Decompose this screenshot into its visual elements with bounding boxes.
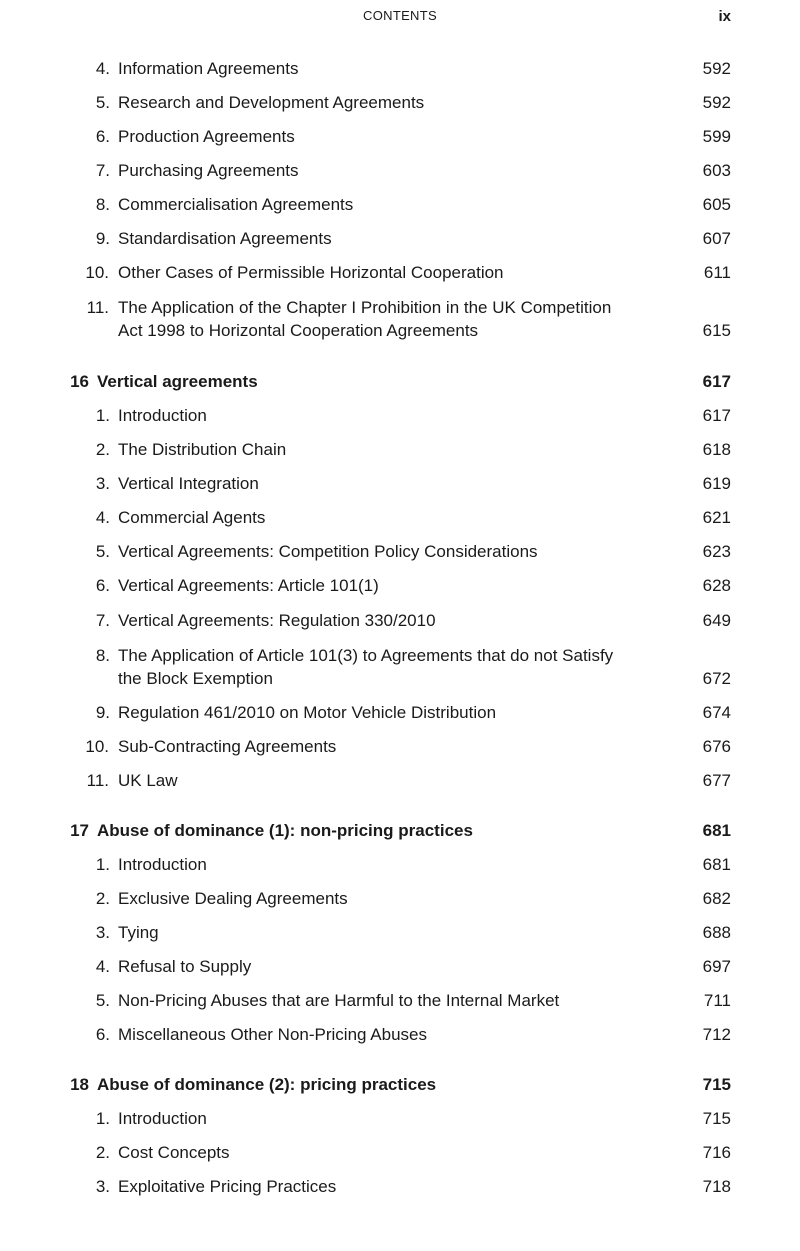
- toc-entry-page: 615: [702, 321, 731, 340]
- toc-entry-number: 2.: [95, 889, 110, 908]
- toc-entry-title: Non-Pricing Abuses that are Harmful to the Internal Market: [118, 991, 560, 1010]
- toc-entry-number: 6.: [95, 1025, 110, 1044]
- toc-entry-page: 628: [702, 576, 731, 595]
- running-head-title: CONTENTS: [363, 8, 437, 23]
- toc-entry-number: 16: [70, 372, 89, 391]
- toc-entry-page: 619: [702, 474, 731, 493]
- toc-entry-number: 11.: [86, 771, 109, 790]
- toc-entry-page: 599: [702, 127, 731, 146]
- toc-entry-page: 618: [702, 440, 731, 459]
- toc-entry-number: 9.: [95, 229, 110, 248]
- toc-entry-page: 603: [702, 161, 731, 180]
- toc-entry-title: the Block Exemption: [118, 669, 273, 688]
- toc-entry-page: 715: [702, 1109, 731, 1128]
- toc-entry-number: 4.: [95, 508, 110, 527]
- toc-entry-title: Tying: [118, 923, 159, 942]
- toc-entry-page: 617: [702, 372, 731, 391]
- toc-entry-page: 592: [702, 59, 731, 78]
- toc-entry-number: 8.: [95, 646, 110, 665]
- toc-entry-number: 3.: [95, 474, 110, 493]
- toc-entry-title: Vertical Agreements: Article 101(1): [118, 576, 379, 595]
- toc-entry-number: 7.: [95, 161, 110, 180]
- toc-entry-number: 18: [70, 1075, 89, 1094]
- toc-entry-number: 5.: [95, 93, 110, 112]
- toc-entry-number: 2.: [95, 440, 110, 459]
- toc-entry-title: Introduction: [118, 1109, 207, 1128]
- toc-entry-number: 10.: [85, 737, 109, 756]
- toc-entry-page: 649: [702, 611, 731, 630]
- toc-entry-page: 682: [702, 889, 731, 908]
- toc-entry-title: Vertical Agreements: Regulation 330/2010: [118, 611, 436, 630]
- toc-entry-page: 681: [702, 855, 731, 874]
- toc-entry-number: 11.: [86, 298, 109, 317]
- toc-entry-title: Introduction: [118, 855, 207, 874]
- toc-entry-number: 1.: [95, 1109, 110, 1128]
- toc-entry-page: 674: [702, 703, 731, 722]
- toc-entry-title: Miscellaneous Other Non-Pricing Abuses: [118, 1025, 427, 1044]
- toc-entry-number: 2.: [95, 1143, 110, 1162]
- toc-entry-page: 715: [702, 1075, 731, 1094]
- toc-entry-title: Commercialisation Agreements: [118, 195, 354, 214]
- toc-entry-title: Abuse of dominance (1): non-pricing practices: [97, 821, 473, 840]
- toc-entry-page: 676: [702, 737, 731, 756]
- toc-entry-number: 5.: [95, 542, 110, 561]
- toc-entry-page: 688: [702, 923, 731, 942]
- toc-entry-number: 3.: [95, 1177, 110, 1196]
- running-head-page-number: ix: [718, 8, 731, 25]
- toc-entry-title: Introduction: [118, 406, 207, 425]
- toc-entry-title: The Distribution Chain: [118, 440, 287, 459]
- toc-entry-title: Vertical Integration: [118, 474, 259, 493]
- toc-entry-title: Exploitative Pricing Practices: [118, 1177, 337, 1196]
- toc-entry-title: The Application of Article 101(3) to Agreements that do not Satisfy: [118, 646, 614, 665]
- toc-entry-page: 697: [702, 957, 731, 976]
- toc-entry-title: The Application of the Chapter I Prohibition in the UK Competition: [118, 298, 612, 317]
- toc-entry-number: 1.: [95, 406, 110, 425]
- toc-entry-title: UK Law: [118, 771, 178, 790]
- toc-entry-title: Purchasing Agreements: [118, 161, 299, 180]
- toc-entry-number: 1.: [95, 855, 110, 874]
- toc-entry-page: 716: [702, 1143, 731, 1162]
- toc-entry-title: Other Cases of Permissible Horizontal Cooperation: [118, 263, 504, 282]
- toc-entry-page: 677: [702, 771, 731, 790]
- toc-entry-number: 10.: [85, 263, 109, 282]
- toc-entry-page: 718: [702, 1177, 731, 1196]
- toc-entry-title: Vertical Agreements: Competition Policy Considerations: [118, 542, 538, 561]
- toc-entry-page: 592: [702, 93, 731, 112]
- toc-entry-page: 605: [702, 195, 731, 214]
- toc-entry-number: 6.: [95, 127, 110, 146]
- toc-entry-page: 672: [702, 669, 731, 688]
- toc-entry-page: 617: [702, 406, 731, 425]
- toc-entry-page: 621: [702, 508, 731, 527]
- toc-entry-title: Sub-Contracting Agreements: [118, 737, 337, 756]
- toc-entry-page: 712: [702, 1025, 731, 1044]
- toc-entry-number: 9.: [95, 703, 110, 722]
- toc-entry-number: 7.: [95, 611, 110, 630]
- toc-entry-title: Exclusive Dealing Agreements: [118, 889, 348, 908]
- toc-entry-title: Regulation 461/2010 on Motor Vehicle Distribution: [118, 703, 497, 722]
- toc-entry-title: Research and Development Agreements: [118, 93, 425, 112]
- toc-entry-number: 5.: [95, 991, 110, 1010]
- toc-entry-number: 17: [70, 821, 89, 840]
- toc-entry-page: 623: [702, 542, 731, 561]
- toc-entry-page: 681: [702, 821, 731, 840]
- toc-entry-title: Refusal to Supply: [118, 957, 252, 976]
- toc-entry-number: 4.: [95, 59, 110, 78]
- toc-entry-title: Cost Concepts: [118, 1143, 230, 1162]
- toc-entry-number: 8.: [95, 195, 110, 214]
- toc-entry-title: Commercial Agents: [118, 508, 266, 527]
- toc-entry-title: Production Agreements: [118, 127, 295, 146]
- toc-entry-page: 607: [702, 229, 731, 248]
- toc-entry-number: 3.: [95, 923, 110, 942]
- toc-entry-title: Vertical agreements: [97, 372, 258, 391]
- toc-entry-title: Standardisation Agreements: [118, 229, 332, 248]
- toc-entry-number: 4.: [95, 957, 110, 976]
- toc-entry-title: Information Agreements: [118, 59, 299, 78]
- toc-entry-number: 6.: [95, 576, 110, 595]
- running-head: [0, 8, 800, 28]
- toc-entry-title: Act 1998 to Horizontal Cooperation Agreements: [118, 321, 479, 340]
- toc-entry-page: 711: [703, 991, 731, 1010]
- toc-entry-title: Abuse of dominance (2): pricing practices: [97, 1075, 437, 1094]
- toc-entry-page: 611: [703, 263, 731, 282]
